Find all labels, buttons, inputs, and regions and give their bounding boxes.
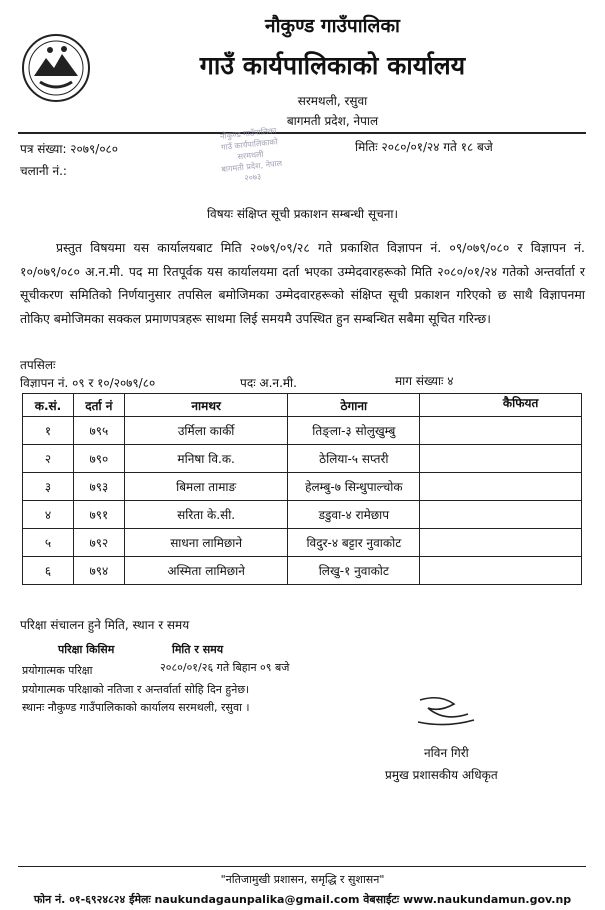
cell-serial: ४ [23, 501, 74, 529]
cell-serial: ३ [23, 473, 74, 501]
cell-name: उर्मिला कार्की [124, 417, 288, 445]
office-name: गाउँ कार्यपालिकाको कार्यालय [199, 51, 466, 80]
cell-address: विदुर-४ बट्टार नुवाकोट [288, 529, 420, 557]
address-line-1: सरमथली, रसुवा [297, 94, 368, 108]
cell-serial: २ [23, 445, 74, 473]
cell-remarks [420, 501, 582, 529]
exam-type: प्रयोगात्मक परिक्षा [22, 664, 93, 677]
cell-name: बिमला तामाङ [124, 473, 288, 501]
office-stamp [203, 123, 299, 196]
table-header-row [23, 394, 582, 417]
table-row [23, 417, 582, 445]
exam-time-header: मिति र समय [172, 643, 224, 656]
contact-footer: फोन नं. ०१-६९२४८२४ ईमेलः naukundagaunpalika@gmail.com वेबसाईटः www.naukundamun.gov.np [33, 893, 572, 906]
letter-number: पत्र संख्या: २०७९/०८० [20, 142, 119, 156]
stamp-line: सरमथली [237, 149, 264, 162]
cell-name: साधना लामिछाने [124, 529, 288, 557]
cell-address: डडुवा-४ रामेछाप [288, 501, 420, 529]
header-serial: क.सं. [23, 394, 74, 417]
annex-label: तपसिलः [20, 358, 56, 372]
cell-remarks [420, 473, 582, 501]
table-row [23, 557, 582, 585]
notice-body: प्रस्तुत विषयमा यस कार्यालयबाट मिति २०७९/०९/२८ गते प्रकाशित विज्ञापन नं. ०९/०७९/०८० र विज्ञापन नं. १०/०७९/०८० अ.न.मी. पद मा रितपूर्वक यस कार्यालयमा दर्ता भएका उम्मेदवारहरूको मिति २०८०/०१/२४ गतेको अन्तर्वार्ता र सूचीकरण समितिको निर्णयानुसार तपसिल बमोजिमका उम्मेदवारहरूको संक्षिप्त सूची प्रकाशन गरिएको छ साथै विज्ञापनमा तोकिए बमोजिमका सक्कल प्रमाणपत्रहरू साथमा लिई समयमै उपस्थित हुन सम्बन्धित सबैमा सूचित गरिन्छ। [20, 240, 585, 326]
cell-serial: १ [23, 417, 74, 445]
stamp-line: बागमती प्रदेश, नेपाल [220, 158, 283, 175]
cell-remarks [420, 445, 582, 473]
exam-result-note: प्रयोगात्मक परिक्षाको नतिजा र अन्तर्वार्ता सोहि दिन हुनेछ। [22, 683, 250, 696]
header-name: नामथर [124, 394, 288, 417]
stamp-line: गाउँ कार्यपालिकाको [220, 137, 279, 153]
exam-venue: स्थानः नौकुण्ड गाउँपालिकाको कार्यालय सरमथली, रसुवा । [22, 701, 250, 714]
exam-datetime: २०८०/०१/२६ गते बिहान ०९ बजे [160, 661, 290, 674]
cell-registration-no: ७९३ [73, 473, 124, 501]
cell-registration-no: ७९२ [73, 529, 124, 557]
cell-name: सरिता के.सी. [124, 501, 288, 529]
cell-address: तिङ्ला-३ सोलुखुम्बु [288, 417, 420, 445]
stamp-line: नौकुण्ड गाउँपालिका [219, 126, 277, 142]
table-row [23, 473, 582, 501]
letter-date: मितिः २०८०/०१/२४ गते १८ बजे [355, 140, 493, 154]
cell-registration-no: ७९४ [73, 557, 124, 585]
footer-divider [18, 866, 586, 867]
cell-registration-no: ७९१ [73, 501, 124, 529]
cell-registration-no: ७९५ [73, 417, 124, 445]
advertisement-number: विज्ञापन नं. ०९ र १०/२०७९/८० [20, 376, 156, 390]
shortlist-table [22, 393, 582, 585]
header-remarks: कैफियत [420, 394, 582, 417]
cell-address: हेलम्बु-७ सिन्धुपाल्चोक [288, 473, 420, 501]
demand-count: माग संख्याः ४ [395, 374, 454, 388]
cell-remarks [420, 557, 582, 585]
signatory-name: नविन गिरी [424, 746, 469, 760]
exam-type-header: परिक्षा किसिम [58, 643, 115, 656]
notice-subject: विषयः संक्षिप्त सूची प्रकाशन सम्बन्धी सूचना। [206, 207, 399, 221]
cell-name: अस्मिता लामिछाने [124, 557, 288, 585]
table-row [23, 529, 582, 557]
exam-schedule-title: परिक्षा संचालन हुने मिति, स्थान र समय [20, 618, 190, 632]
table-row [23, 501, 582, 529]
header-address: ठेगाना [288, 394, 420, 417]
municipality-name: नौकुण्ड गाउँपालिका [265, 15, 400, 37]
cell-remarks [420, 417, 582, 445]
cell-address: लिखु-१ नुवाकोट [288, 557, 420, 585]
dispatch-number: चलानी नं.: [20, 164, 67, 178]
address-line-2: बागमती प्रदेश, नेपाल [286, 114, 379, 128]
cell-registration-no: ७९० [73, 445, 124, 473]
cell-name: मनिषा वि.क. [124, 445, 288, 473]
post-name: पदः अ.न.मी. [240, 376, 297, 390]
signatory-title: प्रमुख प्रशासकीय अधिकृत [385, 768, 498, 782]
header-divider [18, 132, 586, 134]
cell-serial: ५ [23, 529, 74, 557]
stamp-line: २०७३ [244, 172, 262, 183]
cell-remarks [420, 529, 582, 557]
signature [410, 692, 480, 732]
cell-address: ठेलिया-५ सप्तरी [288, 445, 420, 473]
cell-serial: ६ [23, 557, 74, 585]
header-registration-no: दर्ता नं [73, 394, 124, 417]
table-row [23, 445, 582, 473]
office-motto: "नतिजामुखी प्रशासन, समृद्धि र सुशासन" [220, 873, 385, 886]
